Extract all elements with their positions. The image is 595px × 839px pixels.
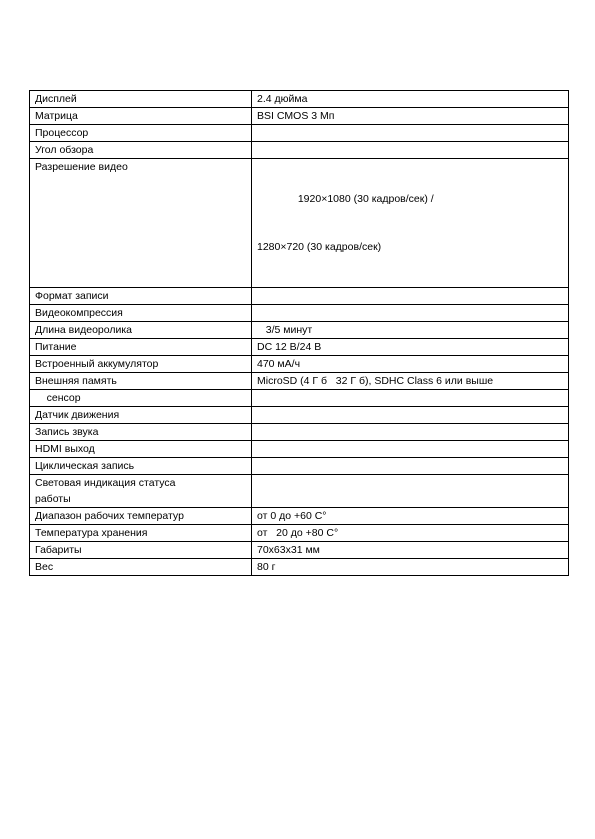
spec-label-line: работы [35, 493, 71, 505]
spec-label: Внешняя память [30, 373, 252, 390]
table-row [30, 508, 569, 525]
spec-label: Вес [30, 559, 252, 576]
spec-value-line: 1280×720 (30 кадров/сек) [257, 241, 382, 253]
spec-label: HDMI выход [30, 441, 252, 458]
spec-value: MicroSD (4 Г б 32 Г б), SDHC Class 6 или выше [252, 373, 569, 390]
table-row [30, 339, 569, 356]
specifications-table [29, 90, 569, 576]
spec-label: сенсор [30, 390, 252, 407]
table-row [30, 91, 569, 108]
table-row [30, 390, 569, 407]
table-row [30, 142, 569, 159]
spec-value: 3/5 минут [252, 322, 569, 339]
spec-label: Длина видеоролика [30, 322, 252, 339]
spec-label: Дисплей [30, 91, 252, 108]
spec-value: BSI CMOS 3 Мп [252, 108, 569, 125]
spec-value [252, 424, 569, 441]
table-row [30, 373, 569, 390]
spec-value: 470 мА/ч [252, 356, 569, 373]
spec-label: Встроенный аккумулятор [30, 356, 252, 373]
table-row [30, 159, 569, 288]
spec-label: Процессор [30, 125, 252, 142]
spec-value: 2.4 дюйма [252, 91, 569, 108]
table-row [30, 559, 569, 576]
spec-value-line: 1920×1080 (30 кадров/сек) / [257, 193, 434, 205]
spec-label-line: Световая индикация статуса [35, 477, 176, 489]
spec-value: 70x63x31 мм [252, 542, 569, 559]
spec-value [252, 159, 569, 288]
spec-value [252, 125, 569, 142]
spec-value [252, 441, 569, 458]
table-row [30, 288, 569, 305]
table-row [30, 322, 569, 339]
spec-label: Диапазон рабочих температур [30, 508, 252, 525]
table-row [30, 424, 569, 441]
spec-label: Разрешение видео [30, 159, 252, 288]
spec-label: Запись звука [30, 424, 252, 441]
spec-value [252, 407, 569, 424]
table-row [30, 125, 569, 142]
spec-value [252, 458, 569, 475]
table-row [30, 407, 569, 424]
spec-label: Формат записи [30, 288, 252, 305]
spec-label [30, 475, 252, 508]
table-row [30, 525, 569, 542]
table-row [30, 441, 569, 458]
table-row [30, 542, 569, 559]
spec-label: Видеокомпрессия [30, 305, 252, 322]
spec-value [252, 305, 569, 322]
table-row [30, 305, 569, 322]
table-row [30, 356, 569, 373]
spec-value: от 20 до +80 С° [252, 525, 569, 542]
spec-label: Температура хранения [30, 525, 252, 542]
spec-value [252, 288, 569, 305]
spec-label: Угол обзора [30, 142, 252, 159]
spec-label: Циклическая запись [30, 458, 252, 475]
spec-value [252, 390, 569, 407]
table-row [30, 108, 569, 125]
spec-label: Габариты [30, 542, 252, 559]
table-row [30, 475, 569, 508]
spec-value [252, 142, 569, 159]
spec-label: Питание [30, 339, 252, 356]
spec-label: Матрица [30, 108, 252, 125]
spec-value: 80 г [252, 559, 569, 576]
table-row [30, 458, 569, 475]
spec-value [252, 475, 569, 508]
spec-value: от 0 до +60 С° [252, 508, 569, 525]
spec-value: DC 12 В/24 В [252, 339, 569, 356]
spec-label: Датчик движения [30, 407, 252, 424]
